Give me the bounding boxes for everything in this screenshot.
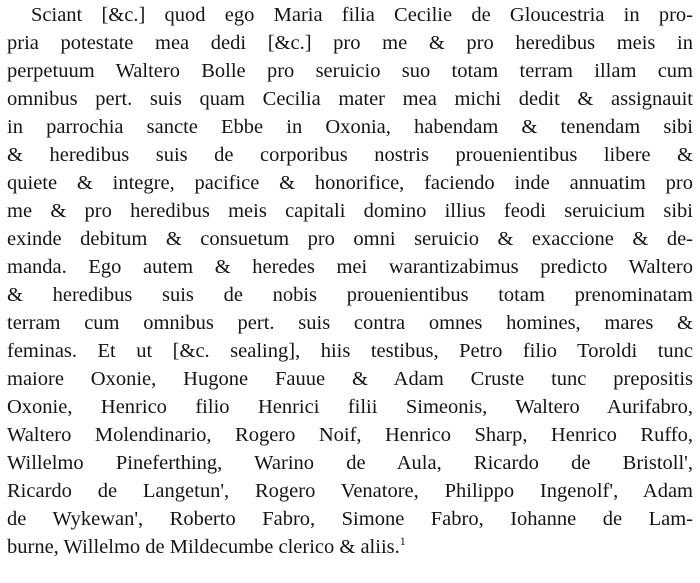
text-line: Sciant [&c.] quod ego Maria filia Cecilie de Gloucestria in pro- xyxy=(31,4,693,26)
text-line: Ricardo de Langetun', Rogero Venatore, Philippo Ingenolf', Adam xyxy=(7,480,693,502)
text-line: feminas. Et ut [&c. sealing], hiis testibus, Petro filio Toroldi tunc xyxy=(7,340,693,362)
text-line: me & pro heredibus meis capitali domino illius feodi seruicium sibi xyxy=(7,200,693,222)
text-line: quiete & integre, pacifice & honorifice, faciendo inde annuatim pro xyxy=(7,172,693,194)
text-line: omnibus pert. suis quam Cecilia mater mea michi dedit & assignauit xyxy=(7,88,693,110)
text-line: de Wykewan', Roberto Fabro, Simone Fabro, Iohanne de Lam- xyxy=(7,508,693,530)
footnote-marker[interactable]: 1 xyxy=(399,534,406,549)
text-line: maiore Oxonie, Hugone Fauue & Adam Cruste tunc prepositis xyxy=(7,368,693,390)
text-line: Oxonie, Henrico filio Henrici filii Simeonis, Waltero Aurifabro, xyxy=(7,396,693,418)
text-line: manda. Ego autem & heredes mei warantizabimus predicto Waltero xyxy=(7,256,693,278)
text-line: terram cum omnibus pert. suis contra omnes homines, mares & xyxy=(7,312,693,334)
text-line: exinde debitum & consuetum pro omni seruicio & exaccione & de- xyxy=(7,228,693,250)
text-line: & heredibus suis de nobis prouenientibus totam prenominatam xyxy=(7,284,693,306)
text-line: Waltero Molendinario, Rogero Noif, Henrico Sharp, Henrico Ruffo, xyxy=(7,424,693,446)
text-line: pria potestate mea dedi [&c.] pro me & pro heredibus meis in xyxy=(7,32,693,54)
text-line: & heredibus suis de corporibus nostris prouenientibus libere & xyxy=(7,144,693,166)
text-line: in parrochia sancte Ebbe in Oxonia, habendam & tenendam sibi xyxy=(7,116,693,138)
last-line-text: burne, Willelmo de Mildecumbe clerico & aliis. xyxy=(7,536,400,558)
text-line: perpetuum Waltero Bolle pro seruicio suo totam terram illam cum xyxy=(7,60,693,82)
text-line: Willelmo Pineferthing, Warino de Aula, Ricardo de Bristoll', xyxy=(7,452,693,474)
text-line-last xyxy=(7,534,406,561)
